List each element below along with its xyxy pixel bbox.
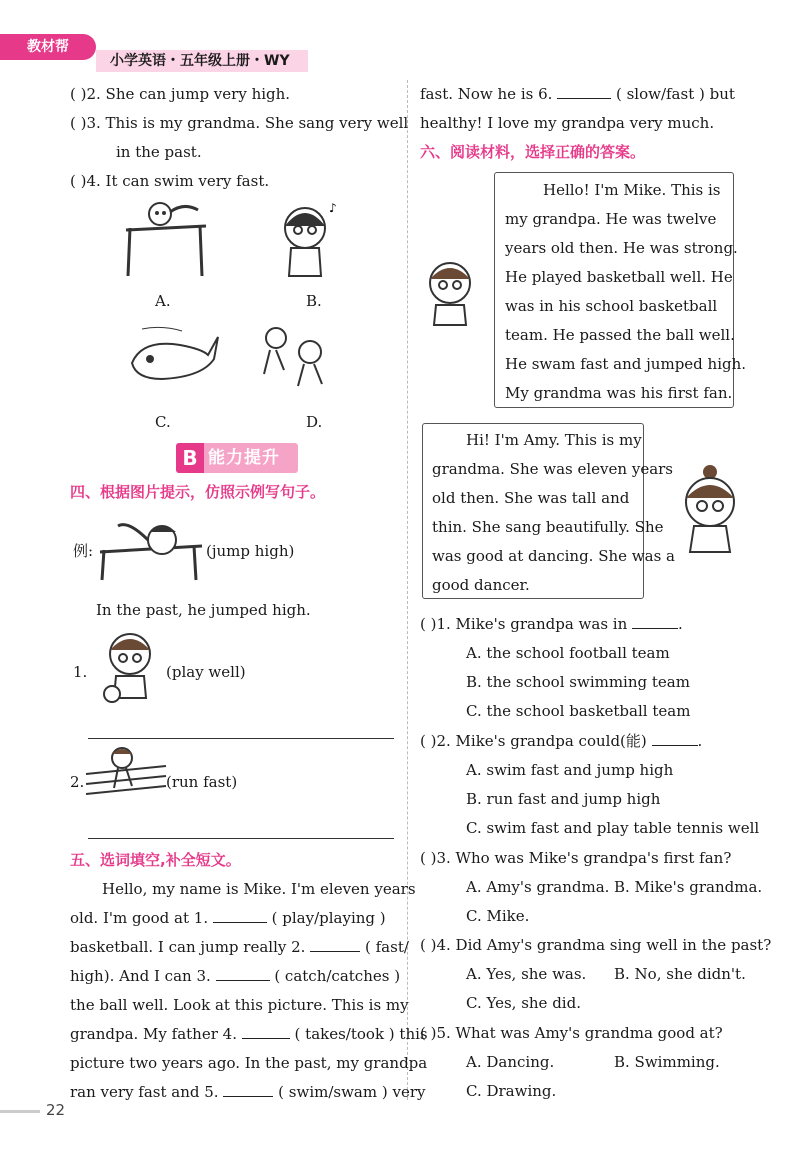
reading-q4: ( )4. Did Amy's grandma sing well in the past? [420, 936, 772, 954]
item-2-answer-line[interactable] [88, 838, 394, 839]
amy-line-5: was good at dancing. She was a [432, 547, 675, 565]
reading-q3-option-b[interactable]: B. Mike's grandma. [614, 878, 763, 896]
reading-q5-option-c[interactable]: C. Drawing. [466, 1082, 557, 1100]
example-high-jump-image [98, 510, 206, 582]
high-jump-boy-image [118, 198, 218, 278]
book-title: 小学英语・五年级上册・WY [96, 50, 308, 72]
reading-q1-blank[interactable] [632, 614, 678, 629]
question-3: ( )3. This is my grandma. She sang very well [70, 114, 409, 132]
reading-q2-blank[interactable] [652, 731, 698, 746]
reading-q4-option-b[interactable]: B. No, she didn't. [614, 965, 746, 983]
passage-line-8 [70, 1082, 425, 1102]
mike-line-7: He swam fast and jumped high. [505, 355, 747, 373]
mike-line-6: team. He passed the ball well. [505, 326, 735, 344]
mike-line-1: Hello! I'm Mike. This is [543, 181, 721, 199]
reading-q2-end: . [697, 732, 703, 750]
section-6-title: 六、阅读材料，选择正确的答案。 [420, 143, 646, 161]
example-hint: (jump high) [206, 542, 295, 560]
brand-badge: 教材帮 [0, 34, 96, 60]
reading-q2 [420, 731, 702, 751]
passage-line-3-text: basketball. I can jump really 2. [70, 938, 306, 956]
reading-q1 [420, 614, 683, 634]
amy-line-6: good dancer. [432, 576, 530, 594]
reading-q1-option-c[interactable]: C. the school basketball team [466, 702, 691, 720]
reading-q1-end: . [678, 615, 683, 633]
reading-q1-option-a[interactable]: A. the school football team [466, 644, 670, 662]
item-1-hint: (play well) [166, 663, 246, 681]
amy-line-1: Hi! I'm Amy. This is my [466, 431, 642, 449]
passage-line-6 [70, 1024, 428, 1044]
amy-portrait-image [676, 462, 744, 554]
question-2: ( )2. She can jump very high. [70, 85, 291, 103]
mike-portrait-image [420, 255, 480, 327]
svg-text:♪: ♪ [329, 201, 337, 215]
running-girl-image [86, 744, 166, 794]
blank-2[interactable] [310, 937, 360, 952]
passage-line-4 [70, 966, 400, 986]
section-b-letter: B [176, 443, 204, 473]
reading-q1-text: ( )1. Mike's grandpa was in [420, 615, 628, 633]
amy-line-2: grandma. She was eleven years [432, 460, 674, 478]
option-d-label: D. [306, 413, 323, 431]
passage-cont-line-1 [420, 84, 735, 104]
page-number: 22 [46, 1101, 66, 1119]
blank-5[interactable] [223, 1082, 273, 1097]
mike-line-8: My grandma was his first fan. [505, 384, 733, 402]
reading-q3-option-a[interactable]: A. Amy's grandma. [466, 878, 610, 896]
question-3-cont: in the past. [116, 143, 202, 161]
blank-6-choices: ( slow/fast ) but [615, 85, 735, 103]
example-label: 例: [73, 542, 94, 560]
blank-1[interactable] [213, 908, 267, 923]
passage-line-7: picture two years ago. In the past, my grandpa [70, 1054, 428, 1072]
running-kids-image [256, 320, 336, 388]
option-a-label: A. [155, 292, 171, 310]
mike-line-2: my grandpa. He was twelve [505, 210, 717, 228]
reading-q2-option-b[interactable]: B. run fast and jump high [466, 790, 661, 808]
reading-q2-option-c[interactable]: C. swim fast and play table tennis well [466, 819, 760, 837]
mike-line-4: He played basketball well. He [505, 268, 733, 286]
reading-q5-option-a[interactable]: A. Dancing. [466, 1053, 555, 1071]
item-2-number: 2. [70, 773, 85, 791]
passage-line-8-text: ran very fast and 5. [70, 1083, 219, 1101]
blank-1-choices: ( play/playing ) [271, 909, 386, 927]
passage-line-3 [70, 937, 409, 957]
section-b-title: 能力提升 [208, 448, 280, 468]
passage-line-2 [70, 908, 386, 928]
item-1-number: 1. [73, 663, 88, 681]
item-1-answer-line[interactable] [88, 738, 394, 739]
passage-line-5: the ball well. Look at this picture. This is my [70, 996, 409, 1014]
section-4-title: 四、根据图片提示，仿照示例写句子。 [70, 483, 326, 501]
passage-cont-line-1-text: fast. Now he is 6. [420, 85, 553, 103]
blank-2-choices: ( fast/ [365, 938, 409, 956]
passage-line-2-text: old. I'm good at 1. [70, 909, 209, 927]
passage-line-6-text: grandpa. My father 4. [70, 1025, 237, 1043]
basketball-boy-image [100, 628, 162, 710]
blank-6[interactable] [557, 84, 611, 99]
reading-q5: ( )5. What was Amy's grandma good at? [420, 1024, 723, 1042]
reading-q3: ( )3. Who was Mike's grandpa's first fan? [420, 849, 732, 867]
reading-q4-option-c[interactable]: C. Yes, she did. [466, 994, 581, 1012]
amy-line-3: old then. She was tall and [432, 489, 630, 507]
passage-line-4-text: high). And I can 3. [70, 967, 211, 985]
option-c-label: C. [155, 413, 171, 431]
reading-q1-option-b[interactable]: B. the school swimming team [466, 673, 690, 691]
blank-5-choices: ( swim/swam ) very [278, 1083, 426, 1101]
item-2-hint: (run fast) [166, 773, 238, 791]
page-number-bar [0, 1110, 40, 1113]
reading-q2-text: ( )2. Mike's grandpa could(能) [420, 732, 647, 750]
passage-cont-line-2: healthy! I love my grandpa very much. [420, 114, 715, 132]
blank-3[interactable] [216, 966, 270, 981]
singing-girl-image [265, 198, 345, 278]
mike-line-3: years old then. He was strong. [505, 239, 738, 257]
option-b-label: B. [306, 292, 322, 310]
blank-4-choices: ( takes/took ) this [294, 1025, 428, 1043]
passage-line-1: Hello, my name is Mike. I'm eleven years [102, 880, 416, 898]
reading-q3-option-c[interactable]: C. Mike. [466, 907, 530, 925]
mike-line-5: was in his school basketball [505, 297, 718, 315]
example-answer: In the past, he jumped high. [96, 601, 311, 619]
blank-3-choices: ( catch/catches ) [274, 967, 401, 985]
amy-line-4: thin. She sang beautifully. She [432, 518, 664, 536]
reading-q2-option-a[interactable]: A. swim fast and jump high [466, 761, 674, 779]
dolphin-image [122, 325, 222, 385]
question-4: ( )4. It can swim very fast. [70, 172, 270, 190]
blank-4[interactable] [242, 1024, 290, 1039]
section-5-title: 五、选词填空,补全短文。 [70, 851, 241, 869]
reading-q4-option-a[interactable]: A. Yes, she was. [466, 965, 587, 983]
reading-q5-option-b[interactable]: B. Swimming. [614, 1053, 720, 1071]
